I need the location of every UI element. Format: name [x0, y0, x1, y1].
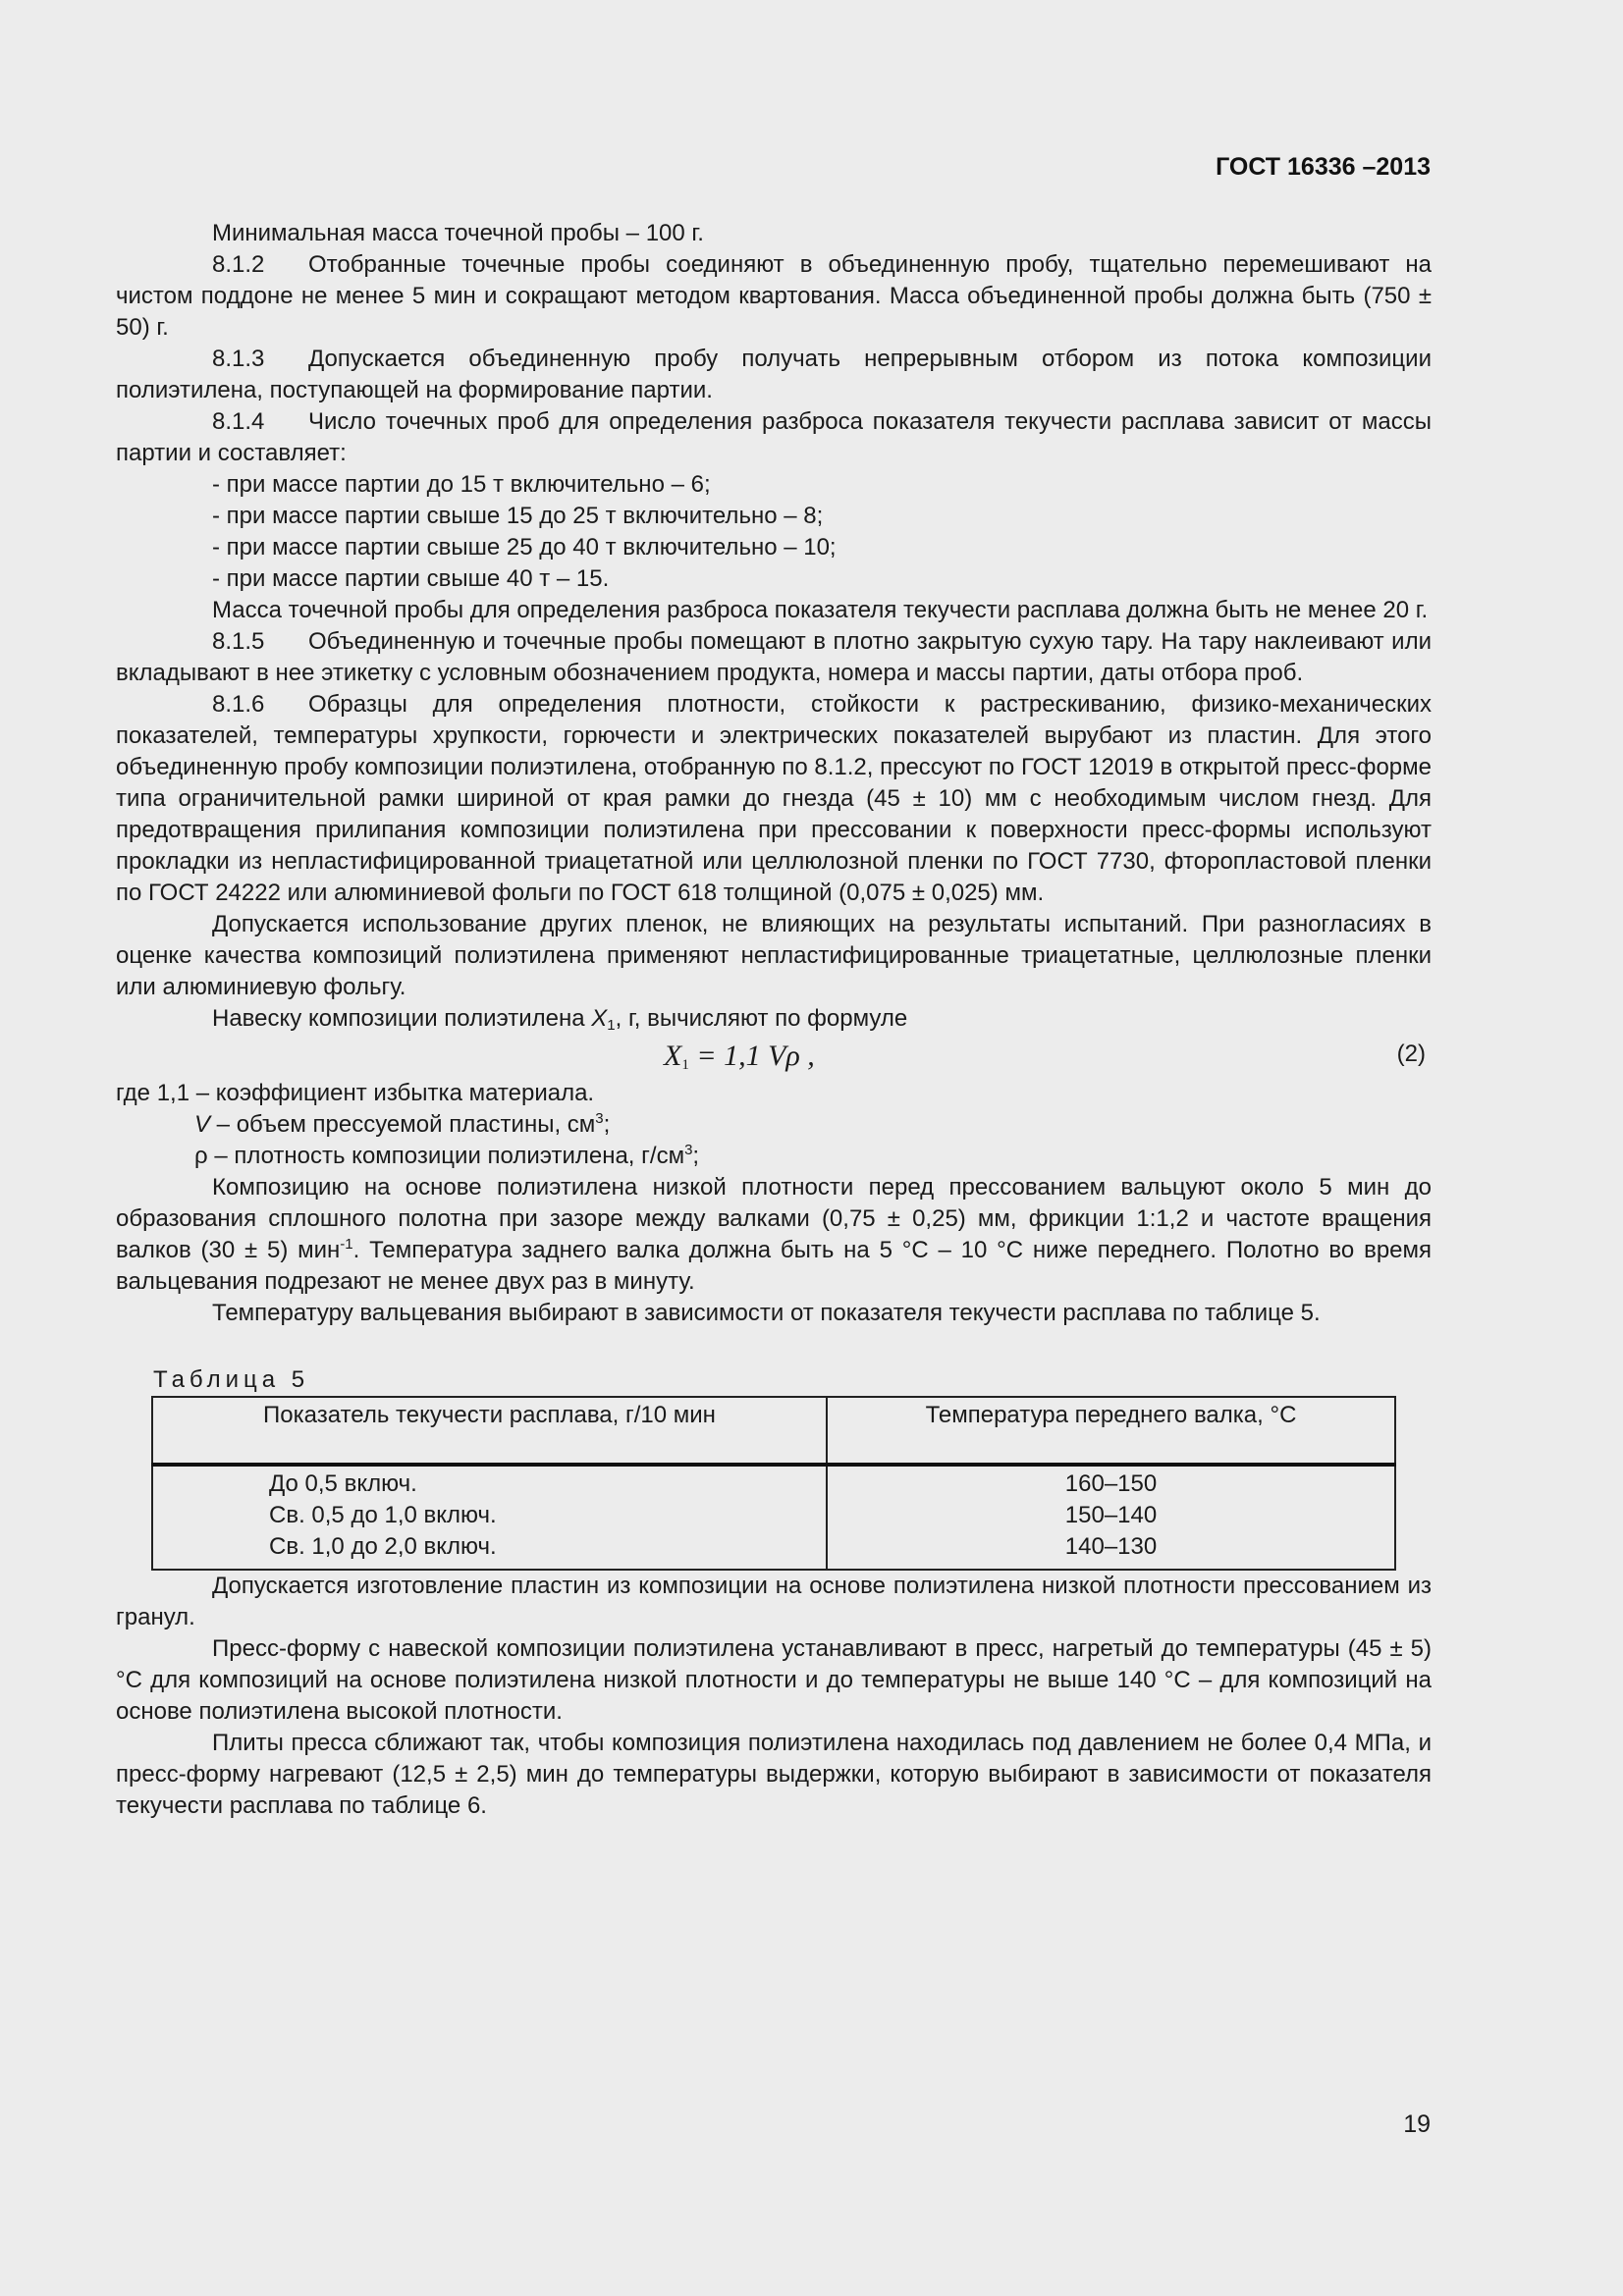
text-fragment: ρ – плотность композиции полиэтилена, г/см: [194, 1143, 685, 1169]
clause-text: Число точечных проб для определения разброса показателя текучести расплава зависит от массы партии и составляет:: [116, 408, 1432, 466]
where-item-density: [116, 1141, 1432, 1172]
table-caption: Таблица 5: [153, 1366, 310, 1393]
document-code-header: ГОСТ 16336 –2013: [1216, 153, 1431, 181]
where-intro: где 1,1 – коэффициент избытка материала.: [116, 1080, 595, 1106]
list-item: - при массе партии свыше 15 до 25 т включительно – 8;: [212, 503, 824, 529]
paragraph-8-1-6: [116, 689, 1432, 909]
paragraph-press-heating: Пресс-форму с навеской композиции полиэтилена устанавливают в пресс, нагретый до температуры (45 ± 5) °С для композиций на основе полиэтилена низкой плотности и до температуры не выше 140 °С – для композиций на основе полиэтилена высокой плотности.: [116, 1635, 1432, 1725]
table-5: [151, 1396, 1396, 1571]
table-cell: 150–140: [827, 1500, 1395, 1531]
superscript: -1: [340, 1236, 353, 1253]
table-header-row: [152, 1397, 1395, 1465]
paragraph-8-1-5: [116, 626, 1432, 689]
table-header-cell: Температура переднего валка, °С: [827, 1397, 1395, 1465]
table-cell: До 0,5 включ.: [152, 1465, 827, 1500]
clause-text: Отобранные точечные пробы соединяют в объединенную пробу, тщательно перемешивают на чистом поддоне не менее 5 мин и сокращают методом квартования. Масса объединенной пробы должна быть (750 ± 50) г.: [116, 251, 1432, 341]
formula-number: (2): [1396, 1041, 1426, 1067]
table-cell: 140–130: [827, 1531, 1395, 1570]
text-fragment: ;: [603, 1111, 611, 1138]
text-fragment: – объем прессуемой пластины, см: [210, 1111, 596, 1138]
where-item-volume: [116, 1109, 1432, 1141]
text-fragment: , г, вычисляют по формуле: [615, 1005, 908, 1032]
clause-text: Допускается объединенную пробу получать непрерывным отбором из потока композиции полиэтилена, поступающей на формирование партии.: [116, 346, 1432, 403]
formula-lhs-subscript: 1: [681, 1057, 689, 1073]
superscript: 3: [595, 1110, 604, 1127]
formula-lhs: X: [664, 1040, 682, 1072]
clause-text: Объединенную и точечные пробы помещают в плотно закрытую сухую тару. На тару наклеивают или вкладывают в нее этикетку с условным обозначением продукта, номера и массы партии, даты отбора проб.: [116, 628, 1432, 686]
formula-2: [116, 1035, 1432, 1078]
paragraph-8-1-2: [116, 249, 1432, 344]
paragraph-min-mass: Минимальная масса точечной пробы – 100 г.: [212, 220, 704, 246]
text-fragment: Навеску композиции полиэтилена: [212, 1005, 592, 1032]
table-cell: Св. 0,5 до 1,0 включ.: [152, 1500, 827, 1531]
paragraph-8-1-4: [116, 406, 1432, 469]
text-fragment: ;: [692, 1143, 700, 1169]
clause-text: Образцы для определения плотности, стойкости к растрескиванию, физико-механических показателей, температуры хрупкости, горючести и электрических показателей вырубают из пластин. Для этого объединенную пробу композиции полиэтилена, отобранную по 8.1.2, прессуют по ГОСТ 12019 в открытой пресс-форме типа ограничительной рамки шириной от края рамки до гнезда (45 ± 10) мм с необходимым числом гнезд. Для предотвращения прилипания композиции полиэтилена при прессовании к поверхности пресс-формы используют прокладки из непластифицированной триацетатной или целлюлозной пленки по ГОСТ 7730, фторопластовой пленки по ГОСТ 24222 или алюминиевой фольги по ГОСТ 618 толщиной (0,075 ± 0,025) мм.: [116, 691, 1432, 906]
page-number: 19: [1403, 2110, 1431, 2138]
variable-v: V: [194, 1111, 211, 1138]
paragraph-other-films: Допускается использование других пленок, не влияющих на результаты испытаний. При разногласиях в оценке качества композиций полиэтилена применяют непластифицированные триацетатные, целлюлозные пленки или алюминиевую фольгу.: [116, 911, 1432, 1000]
table-cell: Св. 1,0 до 2,0 включ.: [152, 1531, 827, 1570]
table-cell: 160–150: [827, 1465, 1395, 1500]
paragraph-pellets: Допускается изготовление пластин из композиции на основе полиэтилена низкой плотности прессованием из гранул.: [116, 1573, 1432, 1630]
paragraph-press-plates: Плиты пресса сближают так, чтобы композиция полиэтилена находилась под давлением не более 0,4 МПа, и пресс-форму нагревают (12,5 ± 2,5) мин до температуры выдержки, которую выбирают в зависимости от показателя текучести расплава по таблице 6.: [116, 1730, 1432, 1819]
paragraph-8-1-3: [116, 344, 1432, 406]
clause-number: 8.1.3: [212, 346, 265, 372]
formula-rhs: = 1,1 Vρ ,: [688, 1040, 815, 1072]
list-item: - при массе партии свыше 40 т – 15.: [212, 565, 610, 592]
text-fragment: . Температура заднего валка должна быть на 5 °С – 10 °С ниже переднего. Полотно во время вальцевания подрезают не менее двух раз в минуту.: [116, 1237, 1433, 1295]
table-row: [152, 1531, 1395, 1570]
variable-x: X: [591, 1005, 608, 1032]
table-row: [152, 1465, 1395, 1500]
formula-expression: [664, 1035, 815, 1078]
clause-number: 8.1.6: [212, 691, 265, 718]
paragraph-rolling: [116, 1172, 1432, 1298]
list-item: - при массе партии до 15 т включительно – 6;: [212, 471, 711, 498]
clause-number: 8.1.4: [212, 408, 265, 435]
superscript: 3: [684, 1142, 693, 1158]
text-fragment: Композицию на основе полиэтилена низкой плотности перед прессованием вальцуют около 5 мин до образования сплошного полотна при зазоре между валками (0,75 ± 0,25) мм, фрикции 1:1,2 и частоте вращения валков (30 ± 5) мин: [116, 1174, 1432, 1263]
paragraph-temp-choice: Температуру вальцевания выбирают в зависимости от показателя текучести расплава по таблице 5.: [212, 1300, 1321, 1326]
list-item: - при массе партии свыше 25 до 40 т включительно – 10;: [212, 534, 837, 561]
subscript: 1: [607, 1017, 616, 1034]
clause-number: 8.1.5: [212, 628, 265, 655]
paragraph-weigh-formula-intro: [116, 1003, 1432, 1035]
clause-number: 8.1.2: [212, 251, 265, 278]
paragraph-point-sample-mass: Масса точечной пробы для определения разброса показателя текучести расплава должна быть не менее 20 г.: [212, 597, 1429, 623]
document-body: [116, 218, 1432, 1822]
table-row: [152, 1500, 1395, 1531]
table-header-cell: Показатель текучести расплава, г/10 мин: [152, 1397, 827, 1465]
